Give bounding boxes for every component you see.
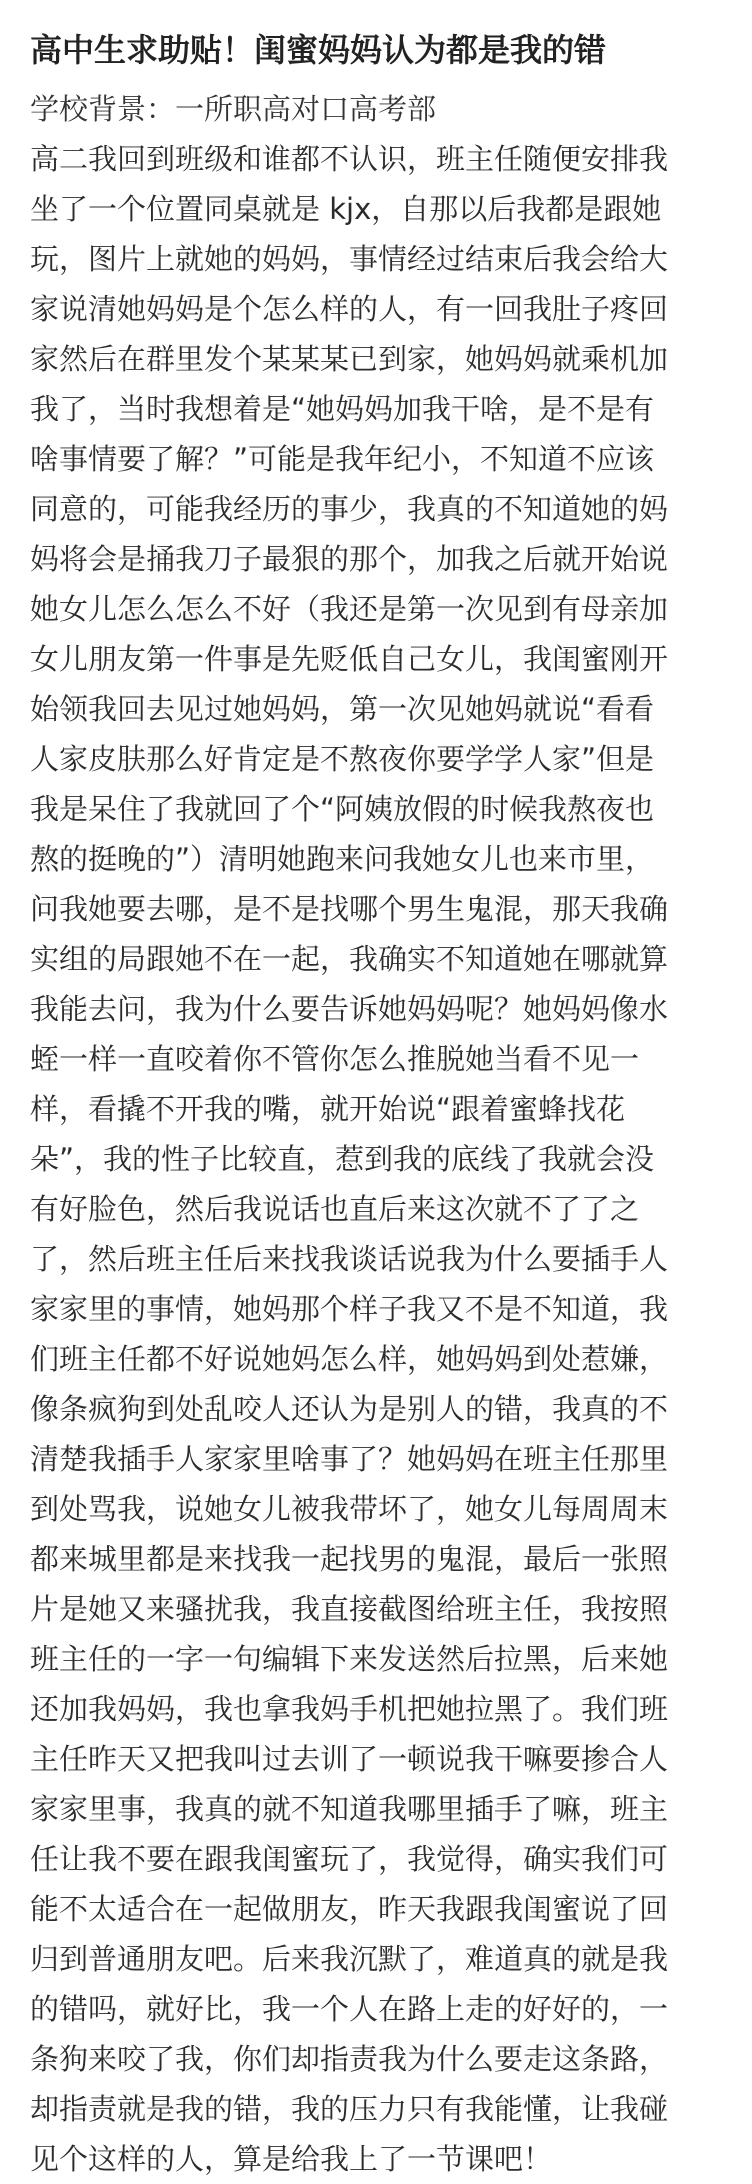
body-text-line: 坐了一个位置同桌就是 kjx，自那以后我都是跟她 — [30, 192, 662, 226]
post-body — [30, 134, 722, 2184]
body-text-line: 归到普通朋友吧。后来我沉默了，难道真的就是我 — [30, 1942, 669, 1976]
body-text-line: 片是她又来骚扰我，我直接截图给班主任，我按照 — [30, 1592, 669, 1626]
body-text-line: 家家里的事情，她妈那个样子我又不是不知道，我 — [30, 1292, 669, 1326]
body-text-line: 样，看撬不开我的嘴，就开始说“跟着蜜蜂找花 — [30, 1092, 626, 1126]
body-text-line: 条狗来咬了我，你们却指责我为什么要走这条路， — [30, 2042, 669, 2076]
body-text-line: 家然后在群里发个某某某已到家，她妈妈就乘机加 — [30, 342, 669, 376]
body-text-line: 她女儿怎么怎么不好（我还是第一次见到有母亲加 — [30, 592, 669, 626]
body-text-line: 有好脸色，然后我说话也直后来这次就不了了之 — [30, 1192, 640, 1226]
body-text-line: 了，然后班主任后来找我谈话说我为什么要插手人 — [30, 1242, 669, 1276]
body-text-line: 都来城里都是来找我一起找男的鬼混，最后一张照 — [30, 1542, 669, 1576]
body-text-line: 实组的局跟她不在一起，我确实不知道她在哪就算 — [30, 942, 669, 976]
body-text-line: 家说清她妈妈是个怎么样的人，有一回我肚子疼回 — [30, 292, 669, 326]
body-text-line: 我能去问，我为什么要告诉她妈妈呢？她妈妈像水 — [30, 992, 669, 1026]
body-text-line: 我了，当时我想着是“她妈妈加我干啥，是不是有 — [30, 392, 655, 426]
body-text-line: 高二我回到班级和谁都不认识，班主任随便安排我 — [30, 142, 669, 176]
body-text-line: 班主任的一字一句编辑下来发送然后拉黑，后来她 — [30, 1642, 669, 1676]
body-text-line: 见个这样的人，算是给我上了一节课吧！ — [30, 2142, 553, 2176]
body-text-line: 能不太适合在一起做朋友，昨天我跟我闺蜜说了回 — [30, 1892, 669, 1926]
body-text-line: 女儿朋友第一件事是先贬低自己女儿，我闺蜜刚开 — [30, 642, 669, 676]
body-text-line: 清楚我插手人家家里啥事了？她妈妈在班主任那里 — [30, 1442, 669, 1476]
post-title: 高中生求助贴！闺蜜妈妈认为都是我的错 — [30, 31, 607, 69]
body-text-line: 同意的，可能我经历的事少，我真的不知道她的妈 — [30, 492, 669, 526]
body-text-line: 们班主任都不好说她妈怎么样，她妈妈到处惹嫌， — [30, 1342, 669, 1376]
body-text-line: 我是呆住了我就回了个“阿姨放假的时候我熬夜也 — [30, 792, 655, 826]
school-background: 学校背景：一所职高对口高考部 — [30, 92, 437, 126]
body-text-line: 妈将会是捅我刀子最狠的那个，加我之后就开始说 — [30, 542, 669, 576]
body-text-line: 还加我妈妈，我也拿我妈手机把她拉黑了。我们班 — [30, 1692, 669, 1726]
body-text-line: 朵”，我的性子比较直，惹到我的底线了我就会没 — [30, 1142, 655, 1176]
body-text-line: 像条疯狗到处乱咬人还认为是别人的错，我真的不 — [30, 1392, 669, 1426]
body-text-line: 玩，图片上就她的妈妈，事情经过结束后我会给大 — [30, 242, 669, 276]
body-text-line: 任让我不要在跟我闺蜜玩了，我觉得，确实我们可 — [30, 1842, 669, 1876]
body-text-line: 到处骂我，说她女儿被我带坏了，她女儿每周周末 — [30, 1492, 669, 1526]
body-text-line: 的错吗，就好比，我一个人在路上走的好好的，一 — [30, 1992, 669, 2026]
body-text-line: 问我她要去哪，是不是找哪个男生鬼混，那天我确 — [30, 892, 669, 926]
body-text-line: 人家皮肤那么好肯定是不熬夜你要学学人家”但是 — [30, 742, 655, 776]
body-text-line: 却指责就是我的错，我的压力只有我能懂，让我碰 — [30, 2092, 669, 2126]
body-text-line: 蛭一样一直咬着你不管你怎么推脱她当看不见一 — [30, 1042, 640, 1076]
body-text-line: 主任昨天又把我叫过去训了一顿说我干嘛要掺合人 — [30, 1742, 669, 1776]
body-text-line: 始领我回去见过她妈妈，第一次见她妈就说“看看 — [30, 692, 655, 726]
body-text-line: 啥事情要了解？”可能是我年纪小，不知道不应该 — [30, 442, 655, 476]
body-text-line: 家家里事，我真的就不知道我哪里插手了嘛，班主 — [30, 1792, 669, 1826]
body-text-line: 熬的挺晚的”）清明她跑来问我她女儿也来市里， — [30, 842, 655, 876]
